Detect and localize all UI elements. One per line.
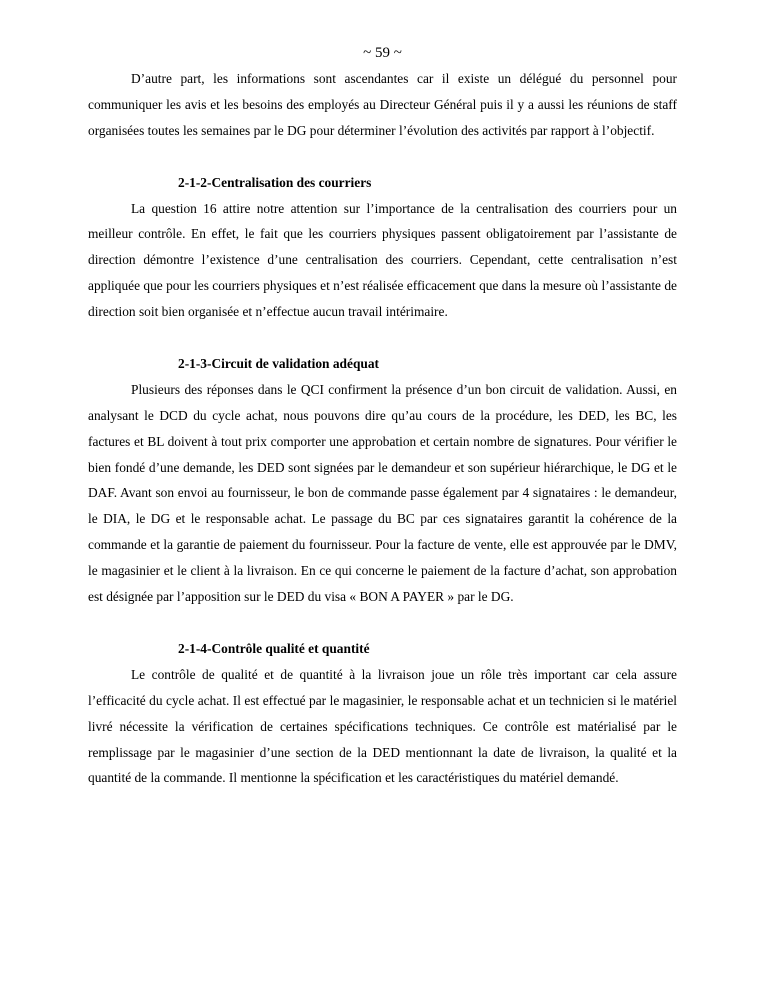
page-number: ~ 59 ~ — [363, 45, 402, 61]
spacer — [88, 610, 677, 636]
spacer — [88, 144, 677, 170]
section-body-controle: Le contrôle de qualité et de quantité à la livraison joue un rôle très important car cela assure l’efficacité du cycle achat. Il est effectué par le magasinier, le responsable achat et un technicien si le matériel livré nécessite la vérification de certaines spécifications techniques. Ce contrôle est matérialisé par le remplissage par le magasinier d’une section de la DED mentionnant la date de livraison, la qualité et la quantité de la commande. Il mentionne la spécification et les caractéristiques du matériel demandé. — [88, 666, 677, 786]
section-heading-validation: 2-1-3-Circuit de validation adéquat — [178, 355, 379, 371]
section-body-centralisation: La question 16 attire notre attention sur l’importance de la centralisation des courriers pour un meilleur contrôle. En effet, le fait que les courriers physiques passent obligatoirement par l’assistante de direction démontre l’existence d’une centralisation des courriers. Cependant, cette centralisation n’est appliquée que pour les courriers physiques et n’est réalisée efficacement que dans la mesure où l’assistante de direction soit bien organisée et n’effectue aucun travail intérimaire. — [88, 200, 677, 320]
spacer — [88, 325, 677, 351]
section-heading-controle: 2-1-4-Contrôle qualité et quantité — [178, 640, 370, 656]
section-body-validation: Plusieurs des réponses dans le QCI confirment la présence d’un bon circuit de validation. Aussi, en analysant le DCD du cycle achat, nous pouvons dire qu’au cours de la procédure, les DED, les BC, les factures et BL doivent à tout prix comporter une approbation et certain nombre de signatures. Pour vérifier le bien fondé d’une demande, les DED sont signées par le demandeur et son supérieur hiérarchique, le DG et le DAF. Avant son envoi au fournisseur, le bon de commande passe également par 4 signataires : le demandeur, le DIA, le DG et le responsable achat. Le passage du BC par ces signataires garantit la cohérence de la commande et la garantie de paiement du fournisseur. Pour la facture de vente, elle est approuvée par le DMV, le magasinier et le client à la livraison. En ce qui concerne le paiement de la facture d’achat, son approbation est désignée par l’apposition sur le DED du visa « BON A PAYER » par le DG. — [88, 381, 677, 605]
document-page — [88, 40, 677, 791]
intro-paragraph: D’autre part, les informations sont ascendantes car il existe un délégué du personnel pour communiquer les avis et les besoins des employés au Directeur Général puis il y a aussi les réunions de staff organisées toutes les semaines par le DG pour déterminer l’évolution des activités par rapport à l’objectif. — [88, 71, 677, 138]
section-heading-centralisation: 2-1-2-Centralisation des courriers — [178, 174, 372, 190]
